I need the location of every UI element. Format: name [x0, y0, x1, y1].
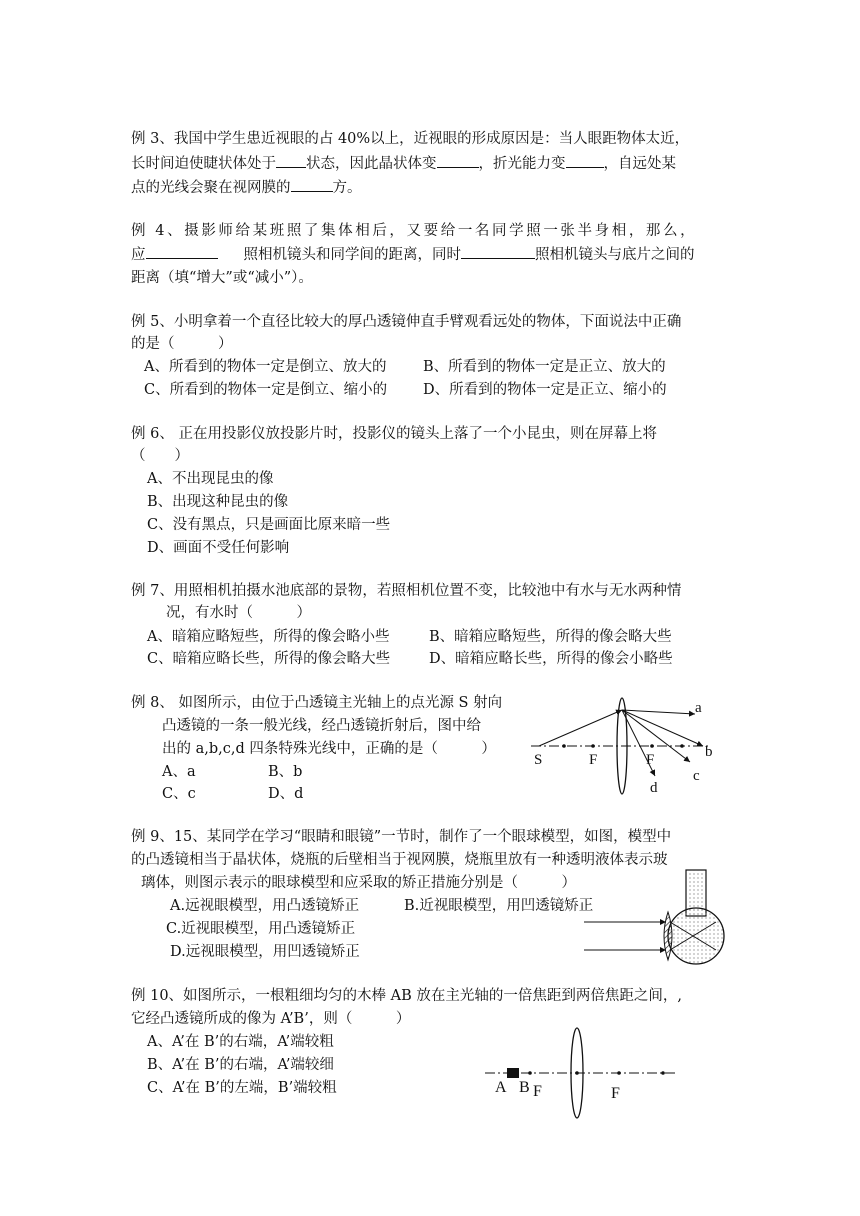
- q3-blank-1[interactable]: [276, 153, 306, 168]
- axis-dot: [680, 744, 684, 748]
- q5-option-b[interactable]: B、所看到的物体一定是正立、放大的: [423, 359, 666, 375]
- q10-line1: 例 10、如图所示，一根粗细均匀的木棒 AB 放在主光轴的一倍焦距到两倍焦距之间，,: [131, 988, 683, 1004]
- q7-line2: 况，有水时（ ）: [166, 605, 311, 621]
- q5-option-c[interactable]: C、所看到的物体一定是倒立、缩小的: [144, 382, 388, 398]
- axis-dot: [650, 744, 654, 748]
- q6-option-c[interactable]: C、没有黑点，只是画面比原来暗一些: [147, 517, 391, 533]
- q3-text: 长时间迫使睫状体处于: [131, 156, 276, 172]
- q9-eye-model-diagram: [580, 864, 730, 964]
- q4-blank-2[interactable]: [461, 244, 535, 259]
- q8-line3: 出的 a,b,c,d 四条特殊光线中，正确的是（ ）: [162, 741, 496, 757]
- q7-option-a[interactable]: A、暗箱应略短些，所得的像会略小些: [147, 629, 390, 645]
- q6-option-b[interactable]: B、出现这种昆虫的像: [147, 494, 289, 510]
- q10-option-c[interactable]: C、A’在 B’的左端，B’端较粗: [147, 1080, 337, 1096]
- q4-blank-1[interactable]: [146, 244, 218, 259]
- q10-option-b[interactable]: B、A’在 B’的右端，A’端较细: [147, 1057, 334, 1073]
- q9-line3: 璃体，则图示表示的眼球模型和应采取的矫正措施分别是（ ）: [141, 875, 576, 891]
- q7-option-d[interactable]: D、暗箱应略长些，所得的像会小略些: [429, 651, 673, 667]
- q3-line1: 例 3、我国中学生患近视眼的占 40%以上，近视眼的形成原因是：当人眼距物体太近，: [131, 131, 690, 147]
- q8-line1: 例 8、 如图所示，由位于凸透镜主光轴上的点光源 S 射向: [131, 695, 503, 711]
- q9-option-b[interactable]: B.近视眼模型，用凹透镜矫正: [404, 898, 594, 914]
- label-A: A: [495, 1079, 507, 1096]
- q5-line1: 例 5、小明拿着一个直径比较大的厚凸透镜伸直手臂观看远处的物体，下面说法中正确: [131, 314, 682, 330]
- q8-option-a[interactable]: A、a: [162, 764, 196, 780]
- q3-line3: [131, 177, 362, 198]
- q8-option-d[interactable]: D、d: [268, 786, 304, 802]
- q5-line2: 的是（ ）: [131, 336, 233, 352]
- q7-line1: 例 7、用照相机拍摄水池底部的景物，若照相机位置不变，比较池中有水与无水两种情: [131, 583, 682, 599]
- flask-bulb: [668, 908, 724, 964]
- q9-option-d[interactable]: D.远视眼模型，用凹透镜矫正: [170, 944, 360, 960]
- label-F-left: F: [589, 752, 598, 768]
- q8-lens-diagram: [525, 690, 730, 800]
- rod-AB: [507, 1068, 519, 1078]
- q3-blank-4[interactable]: [291, 177, 333, 192]
- label-F-right: F: [646, 752, 655, 768]
- q10-option-a[interactable]: A、A’在 B’的右端，A’端较粗: [147, 1034, 334, 1050]
- convex-lens: [664, 912, 672, 960]
- q4-line3: 距离（填“增大”或“减小”）。: [131, 270, 313, 286]
- q3-text: 点的光线会聚在视网膜的: [131, 180, 291, 196]
- q3-text: ，自远处某: [603, 156, 676, 172]
- q7-option-c[interactable]: C、暗箱应略长些，所得的像会略大些: [147, 651, 391, 667]
- label-S: S: [534, 752, 543, 768]
- q8-option-b[interactable]: B、b: [268, 764, 303, 780]
- q9-line1: 例 9、15、某同学在学习“眼睛和眼镜”一节时，制作了一个眼球模型，如图，模型中: [131, 829, 672, 845]
- q9-option-a[interactable]: A.远视眼模型，用凸透镜矫正: [170, 898, 360, 914]
- q9-line2: 的凸透镜相当于晶状体，烧瓶的后壁相当于视网膜，烧瓶里放有一种透明液体表示玻: [131, 852, 668, 868]
- incident-ray: [539, 710, 622, 746]
- q4-text: 应: [131, 247, 146, 263]
- q8-option-c[interactable]: C、c: [162, 786, 196, 802]
- axis-dot: [661, 1071, 665, 1075]
- q4-line1: 例 4、摄影师给某班照了集体相后，又要给一名同学照一张半身相，那么，: [131, 223, 698, 239]
- q3-text: ，折光能力变: [478, 156, 566, 172]
- axis-dot: [562, 744, 566, 748]
- q4-line2: [131, 244, 695, 265]
- q3-text: 状态，因此晶状体变: [306, 156, 437, 172]
- q6-line2: （ ）: [131, 448, 189, 464]
- q5-option-a[interactable]: A、所看到的物体一定是倒立、放大的: [144, 359, 387, 375]
- ray-a: [622, 710, 695, 714]
- label-d: d: [650, 780, 658, 796]
- label-F-left: F: [533, 1083, 542, 1100]
- q10-lens-diagram: [475, 1015, 680, 1125]
- axis-dot: [528, 1071, 532, 1075]
- q10-line2: 它经凸透镜所成的像为 A’B’，则（ ）: [131, 1011, 411, 1027]
- axis-dot: [617, 1071, 621, 1075]
- label-F-right: F: [611, 1085, 620, 1102]
- label-b: b: [705, 744, 713, 760]
- q3-blank-2[interactable]: [437, 153, 479, 168]
- q9-option-c[interactable]: C.近视眼模型，用凸透镜矫正: [166, 921, 356, 937]
- q3-line2: [131, 153, 676, 174]
- q3-text: 方。: [332, 180, 362, 196]
- q6-option-d[interactable]: D、画面不受任何影响: [147, 540, 290, 556]
- q5-option-d[interactable]: D、所看到的物体一定是正立、缩小的: [423, 382, 667, 398]
- q4-text: 照相机镜头与底片之间的: [535, 247, 695, 263]
- q6-option-a[interactable]: A、不出现昆虫的像: [147, 471, 274, 487]
- label-a: a: [695, 700, 702, 716]
- label-c: c: [693, 768, 700, 784]
- q6-line1: 例 6、 正在用投影仪放投影片时，投影仪的镜头上落了一个小昆虫，则在屏幕上将: [131, 426, 657, 442]
- axis-dot: [575, 1071, 579, 1075]
- q8-line2: 凸透镜的一条一般光线，经凸透镜折射后，图中给: [162, 718, 481, 734]
- label-B: B: [519, 1079, 530, 1096]
- q7-option-b[interactable]: B、暗箱应略短些，所得的像会略大些: [429, 629, 672, 645]
- q3-blank-3[interactable]: [566, 153, 604, 168]
- q4-text: 照相机镜头和同学间的距离，同时: [243, 247, 461, 263]
- axis-dot: [591, 744, 595, 748]
